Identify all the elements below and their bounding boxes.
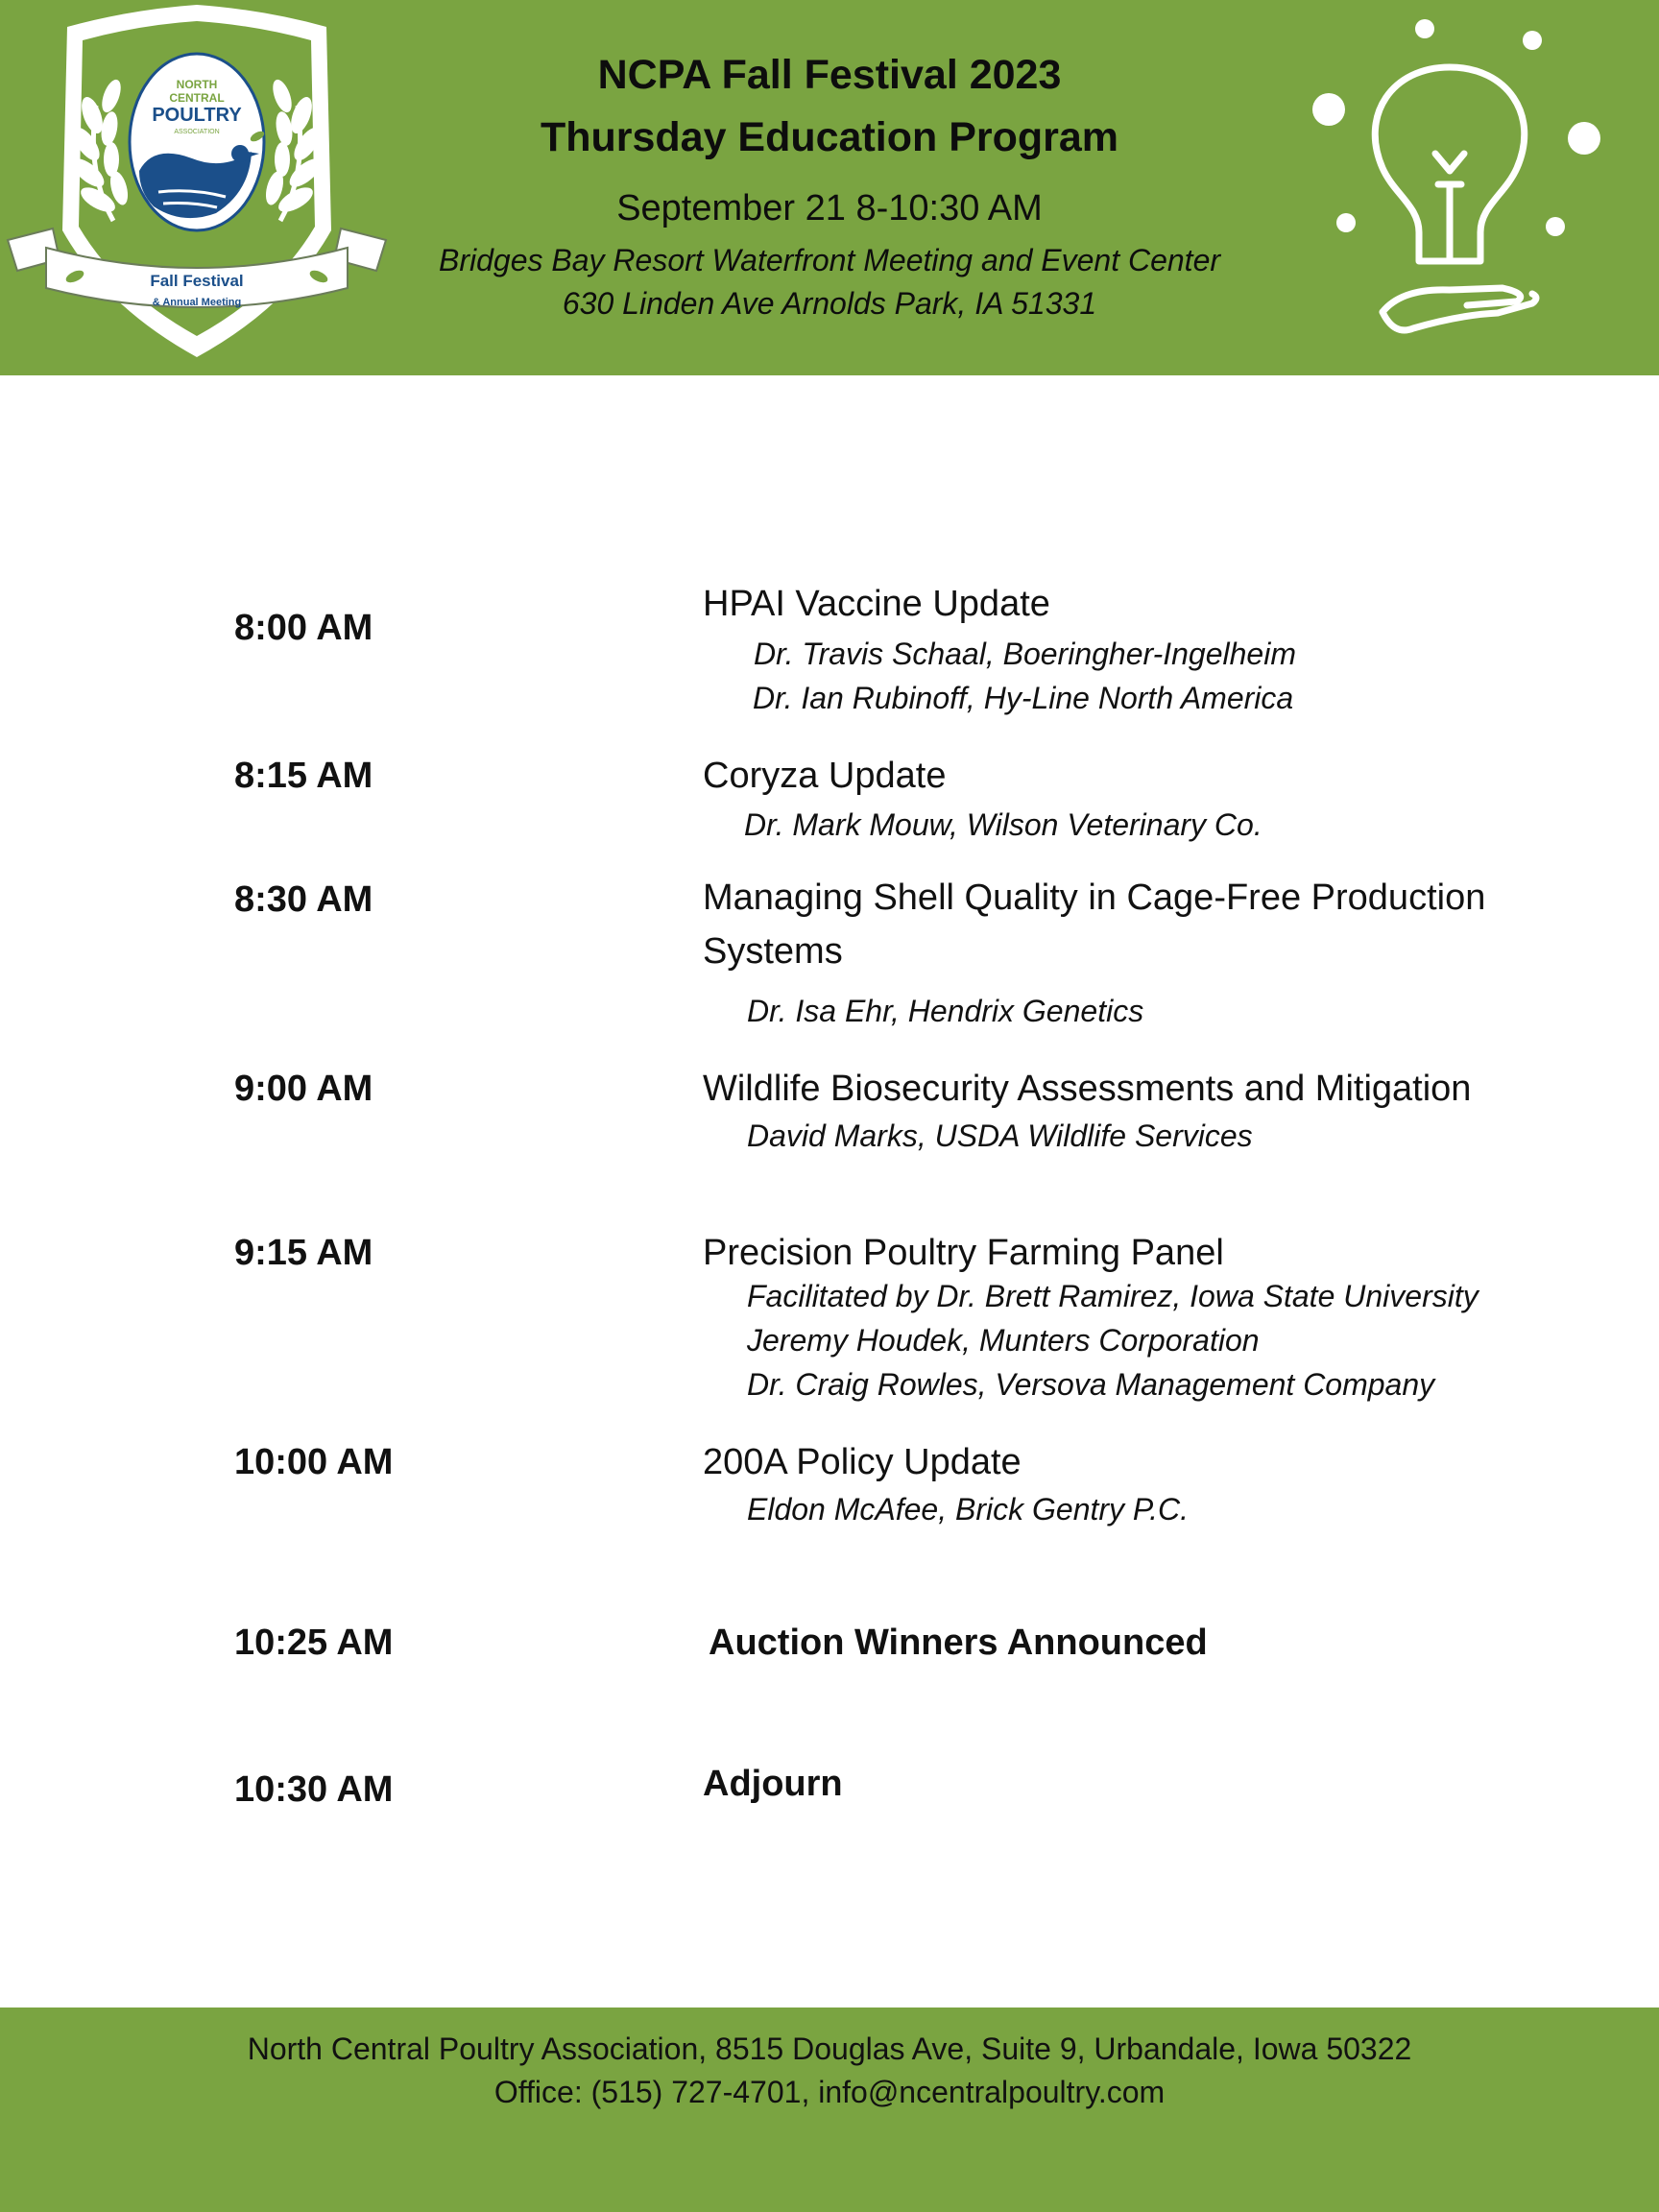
- time-label: 10:30 AM: [234, 1769, 394, 1810]
- svg-text:Fall Festival: Fall Festival: [150, 272, 244, 290]
- session-title: Coryza Update: [703, 756, 947, 796]
- session-title: Managing Shell Quality in Cage-Free Production Systems: [703, 878, 1486, 972]
- svg-text:CENTRAL: CENTRAL: [169, 91, 225, 105]
- time-label: 9:15 AM: [234, 1233, 373, 1273]
- speaker-name: David Marks, USDA Wildlife Services: [747, 1118, 1253, 1153]
- footer-contact: Office: (515) 727-4701, info@ncentralpoultry.com: [493, 2075, 1166, 2109]
- speaker-name: Dr. Mark Mouw, Wilson Veterinary Co.: [744, 807, 1262, 842]
- time-label: 10:00 AM: [234, 1442, 394, 1482]
- speaker-name: Dr. Isa Ehr, Hendrix Genetics: [747, 994, 1144, 1028]
- svg-text:ASSOCIATION: ASSOCIATION: [174, 129, 220, 135]
- lightbulb-hand-icon: [1306, 10, 1613, 355]
- session-title: HPAI Vaccine Update: [703, 584, 1050, 624]
- time-label: 8:30 AM: [234, 879, 373, 920]
- footer-address: North Central Poultry Association, 8515 Douglas Ave, Suite 9, Urbandale, Iowa 50322: [247, 2032, 1412, 2066]
- speaker-name: Eldon McAfee, Brick Gentry P.C.: [747, 1492, 1190, 1527]
- svg-text:NORTH: NORTH: [176, 78, 218, 91]
- program-subtitle: Thursday Education Program: [540, 114, 1119, 160]
- time-label: 8:15 AM: [234, 756, 373, 796]
- session-title: Precision Poultry Farming Panel: [703, 1233, 1224, 1273]
- program-date: September 21 8-10:30 AM: [616, 188, 1043, 228]
- speaker-name: Dr. Travis Schaal, Boeringher-Ingelheim: [754, 637, 1296, 671]
- time-label: 10:25 AM: [234, 1623, 394, 1663]
- speaker-name: Jeremy Houdek, Munters Corporation: [747, 1323, 1260, 1358]
- session-title: Adjourn: [703, 1764, 843, 1804]
- session-title: Auction Winners Announced: [709, 1623, 1208, 1663]
- session-title: Wildlife Biosecurity Assessments and Mitigation: [703, 1069, 1472, 1109]
- time-label: 8:00 AM: [234, 608, 373, 648]
- svg-text:POULTRY: POULTRY: [152, 105, 242, 126]
- speaker-name: Dr. Ian Rubinoff, Hy-Line North America: [753, 681, 1294, 715]
- venue-address: 630 Linden Ave Arnolds Park, IA 51331: [562, 286, 1097, 321]
- time-label: 9:00 AM: [234, 1069, 373, 1109]
- session-title: 200A Policy Update: [703, 1442, 1022, 1482]
- program-title: NCPA Fall Festival 2023: [597, 52, 1062, 98]
- speaker-name: Facilitated by Dr. Brett Ramirez, Iowa State University: [747, 1279, 1479, 1313]
- svg-text:& Annual Meeting: & Annual Meeting: [152, 297, 242, 308]
- venue-name: Bridges Bay Resort Waterfront Meeting and Event Center: [438, 243, 1221, 277]
- speaker-name: Dr. Craig Rowles, Versova Management Company: [747, 1367, 1435, 1402]
